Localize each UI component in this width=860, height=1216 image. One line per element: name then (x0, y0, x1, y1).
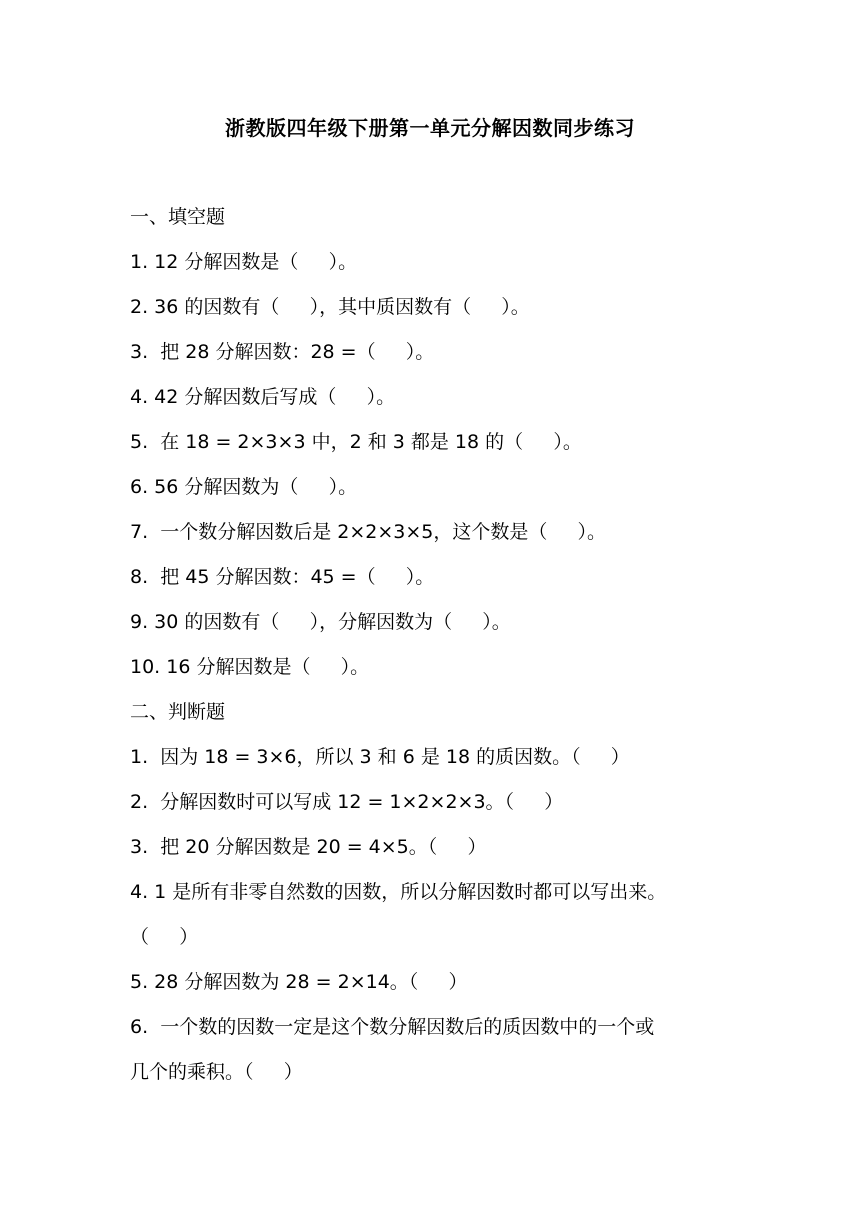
section-heading-fill-in: 一、填空题 (130, 206, 226, 228)
fill-question-7: 7. 一个数分解因数后是 2×2×3×5，这个数是（ ）。 (130, 521, 607, 543)
fill-question-9: 9. 30 的因数有（ ），分解因数为（ ）。 (130, 611, 511, 633)
judge-question-2: 2. 分解因数时可以写成 12 = 1×2×2×3。（ ） (130, 791, 564, 813)
fill-question-4: 4. 42 分解因数后写成（ ）。 (130, 386, 396, 408)
judge-question-1: 1. 因为 18 = 3×6，所以 3 和 6 是 18 的质因数。（ ） (130, 746, 630, 768)
judge-question-6-continued: 几个的乘积。（ ） (130, 1061, 303, 1083)
section-heading-judgement: 二、判断题 (130, 701, 226, 723)
fill-question-8: 8. 把 45 分解因数：45 =（ ）。 (130, 566, 435, 588)
fill-question-3: 3. 把 28 分解因数：28 =（ ）。 (130, 341, 435, 363)
judge-question-4: 4. 1 是所有非零自然数的因数，所以分解因数时都可以写出来。 (130, 881, 667, 903)
judge-question-6: 6. 一个数的因数一定是这个数分解因数后的质因数中的一个或 (130, 1016, 655, 1038)
fill-question-2: 2. 36 的因数有（ ），其中质因数有（ ）。 (130, 296, 530, 318)
fill-question-10: 10. 16 分解因数是（ ）。 (130, 656, 370, 678)
fill-question-6: 6. 56 分解因数为（ ）。 (130, 476, 358, 498)
judge-question-3: 3. 把 20 分解因数是 20 = 4×5。（ ） (130, 836, 487, 858)
document-title: 浙教版四年级下册第一单元分解因数同步练习 (225, 116, 635, 140)
fill-question-5: 5. 在 18 = 2×3×3 中，2 和 3 都是 18 的（ ）。 (130, 431, 582, 453)
fill-question-1: 1. 12 分解因数是（ ）。 (130, 251, 358, 273)
judge-question-4-continued: （ ） (130, 926, 199, 948)
judge-question-5: 5. 28 分解因数为 28 = 2×14。（ ） (130, 971, 468, 993)
